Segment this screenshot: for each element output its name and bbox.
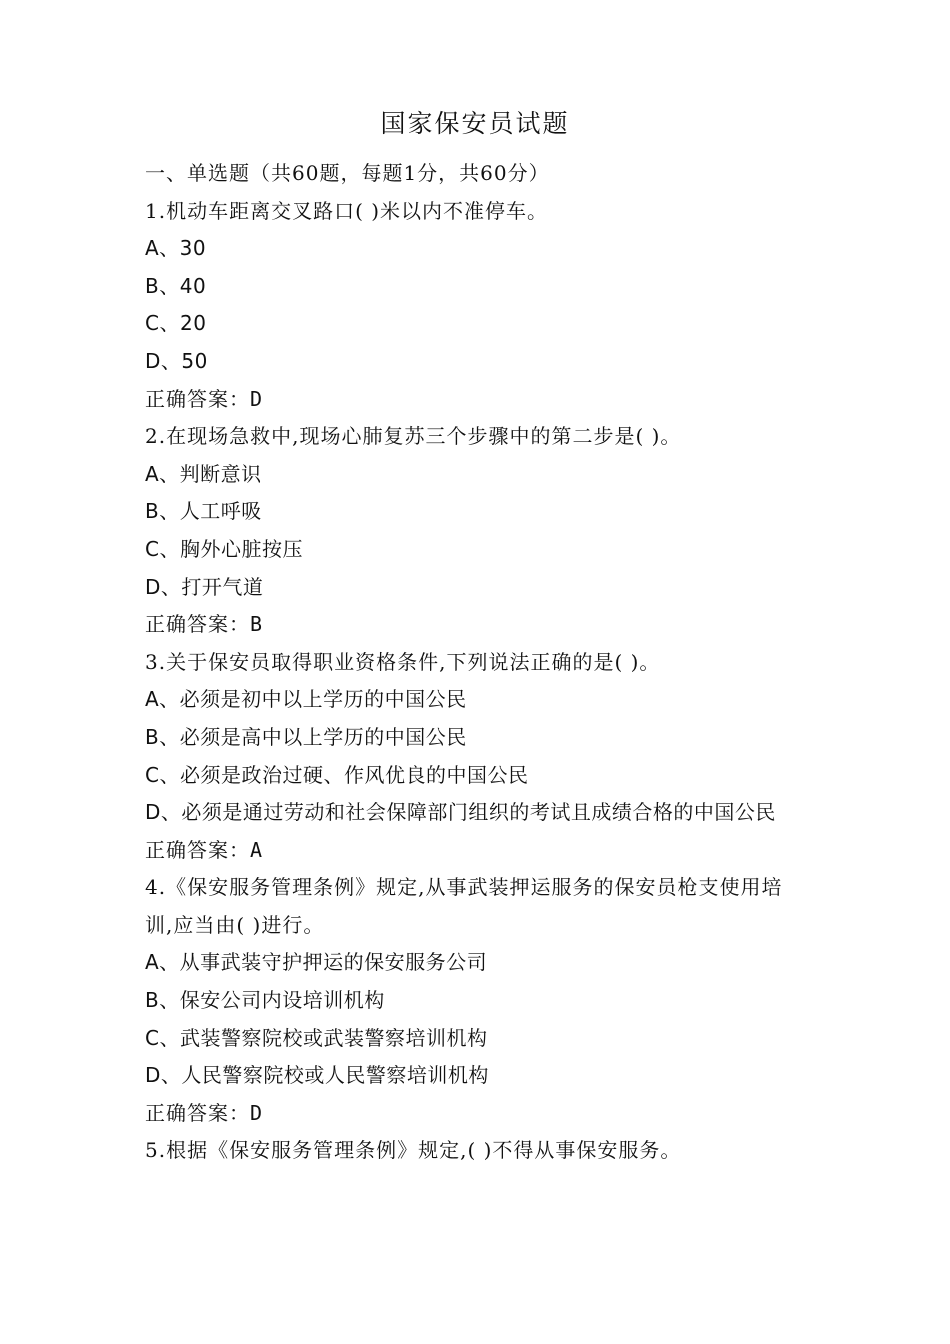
correct-answer: 正确答案：A xyxy=(145,837,264,862)
answer-option: B、必须是高中以上学历的中国公民 xyxy=(145,724,467,749)
document-title: 国家保安员试题 xyxy=(380,109,570,138)
question-stem: 2.在现场急救中,现场心肺复苏三个步骤中的第二步是( )。 xyxy=(145,424,682,449)
correct-answer: 正确答案：D xyxy=(145,386,264,411)
answer-option: D、人民警察院校或人民警察培训机构 xyxy=(145,1063,489,1088)
answer-option: A、30 xyxy=(145,236,207,261)
answer-option: A、从事武装守护押运的保安服务公司 xyxy=(145,950,488,975)
answer-option: D、50 xyxy=(145,348,208,373)
answer-option: B、人工呼吸 xyxy=(145,499,262,524)
answer-option: C、武装警察院校或武装警察培训机构 xyxy=(145,1025,488,1050)
correct-answer: 正确答案：B xyxy=(145,612,264,637)
answer-option: C、胸外心脏按压 xyxy=(145,536,303,561)
answer-option: C、20 xyxy=(145,311,207,336)
answer-option: D、打开气道 xyxy=(145,574,264,599)
question-stem: 5.根据《保安服务管理条例》规定,( )不得从事保安服务。 xyxy=(145,1138,682,1163)
answer-option: B、保安公司内设培训机构 xyxy=(145,988,385,1013)
answer-option: A、判断意识 xyxy=(145,461,262,486)
question-stem: 3.关于保安员取得职业资格条件,下列说法正确的是( )。 xyxy=(145,649,661,674)
question-stem: 1.机动车距离交叉路口( )米以内不准停车。 xyxy=(145,198,549,223)
answer-option: C、必须是政治过硬、作风优良的中国公民 xyxy=(145,762,529,787)
answer-option: A、必须是初中以上学历的中国公民 xyxy=(145,687,467,712)
correct-answer: 正确答案：D xyxy=(145,1100,264,1125)
question-stem: 4.《保安服务管理条例》规定,从事武装押运服务的保安员枪支使用培训,应当由( )进行。 xyxy=(145,875,783,937)
question-list xyxy=(145,155,810,1170)
answer-option: D、必须是通过劳动和社会保障部门组织的考试且成绩合格的中国公民 xyxy=(145,800,776,825)
section-heading: 一、单选题（共60题，每题1分，共60分） xyxy=(145,161,550,185)
answer-option: B、40 xyxy=(145,273,207,298)
